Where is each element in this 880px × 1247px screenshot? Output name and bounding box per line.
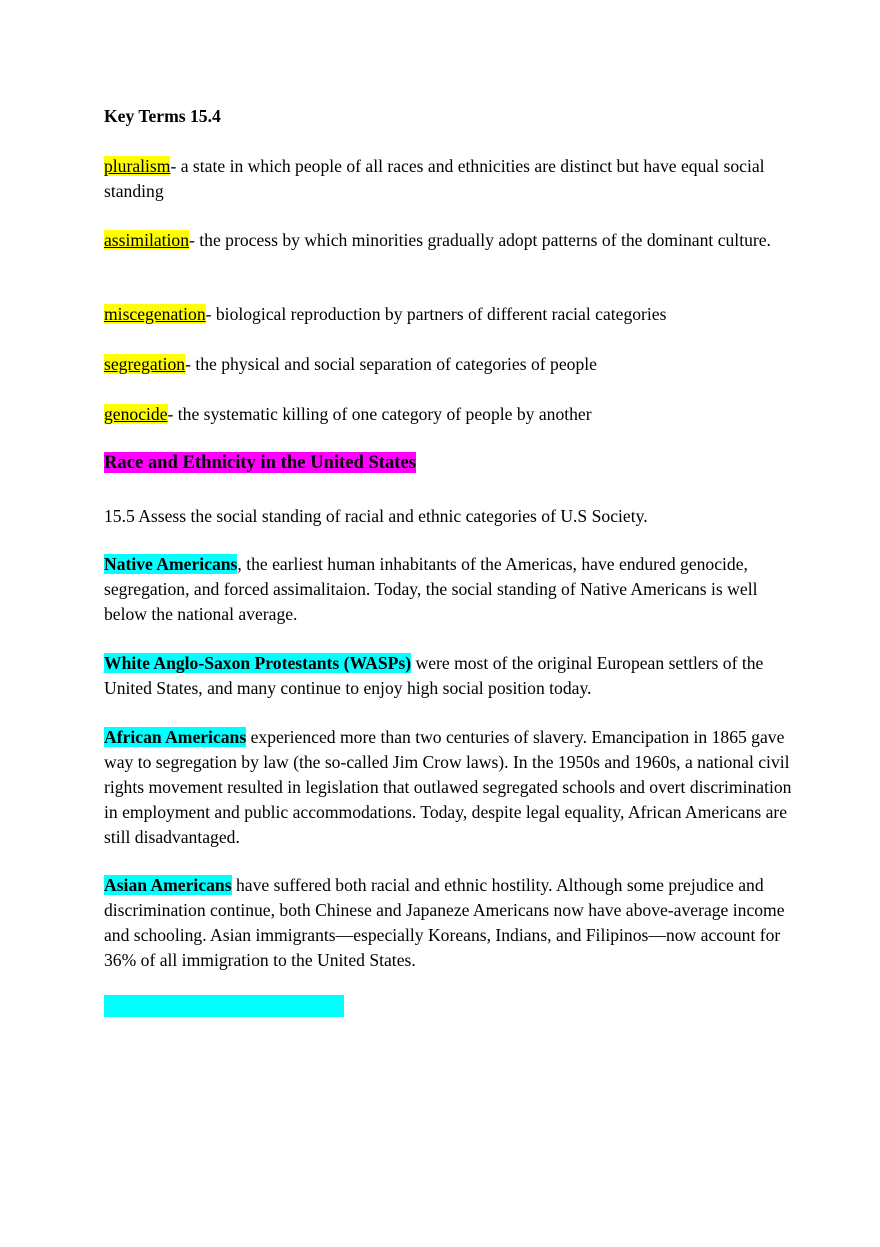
- term-definition: the process by which minorities gradually adopt patterns of the dominant culture.: [194, 230, 771, 250]
- empty-highlight-bar: [104, 995, 344, 1017]
- term-definition: the systematic killing of one category of people by another: [173, 404, 592, 424]
- paragraph-text: experienced more than two centuries of slavery. Emancipation in 1865 gave way to segregation by law (the so-called Jim Crow laws). In the 1950s and 1960s, a national civil rights movement resulted in legislation that outlawed segregated schools and overt discrimination in employment and public accommodations. Today, despite legal equality, African Americans are still disadvantaged.: [104, 727, 792, 847]
- term-word: segregation: [104, 354, 186, 374]
- section-heading: Race and Ethnicity in the United States: [104, 452, 416, 473]
- term-entry: [104, 228, 794, 253]
- term-separator: -: [205, 304, 212, 324]
- paragraph-lead: Native Americans: [104, 554, 238, 574]
- paragraph: [104, 552, 794, 627]
- term-entry: [104, 352, 794, 377]
- section-heading-row: [104, 450, 794, 475]
- paragraph-text: , the earliest human inhabitants of the Americas, have endured genocide, segregation, and forced assimalitaion. Today, the social standing of Native Americans is well below the national average.: [104, 554, 758, 624]
- paragraph-text: were most of the original European settlers of the United States, and many continue to enjoy high social position today.: [104, 653, 764, 698]
- paragraph: [104, 725, 794, 850]
- term-word: assimilation: [104, 230, 190, 250]
- term-definition: biological reproduction by partners of different racial categories: [211, 304, 667, 324]
- term-word: pluralism: [104, 156, 171, 176]
- term-separator: -: [170, 156, 177, 176]
- paragraph: [104, 873, 794, 973]
- paragraph-lead: African Americans: [104, 727, 247, 747]
- term-definition: the physical and social separation of categories of people: [190, 354, 597, 374]
- term-word: miscegenation: [104, 304, 206, 324]
- term-separator: -: [189, 230, 195, 250]
- term-separator: -: [185, 354, 191, 374]
- term-definition: a state in which people of all races and ethnicities are distinct but have equal social standing: [104, 156, 765, 201]
- paragraph-lead: Asian Americans: [104, 875, 232, 895]
- learning-objective: 15.5 Assess the social standing of racial and ethnic categories of U.S Society.: [104, 506, 648, 526]
- term-word: genocide: [104, 404, 168, 424]
- paragraph-lead: White Anglo-Saxon Protestants (WASPs): [104, 653, 412, 673]
- term-entry: [104, 154, 794, 204]
- page-title: Key Terms 15.4: [104, 106, 221, 126]
- term-separator: -: [167, 404, 174, 424]
- term-entry: [104, 302, 794, 327]
- term-entry: [104, 402, 794, 427]
- paragraph: [104, 651, 794, 701]
- paragraph-text: have suffered both racial and ethnic hostility. Although some prejudice and discrimination continue, both Chinese and Japaneze Americans now have above-average income and schooling. Asian immigrants—especially Koreans, Indians, and Filipinos—now account for 36% of all immigration to the United States.: [104, 875, 785, 970]
